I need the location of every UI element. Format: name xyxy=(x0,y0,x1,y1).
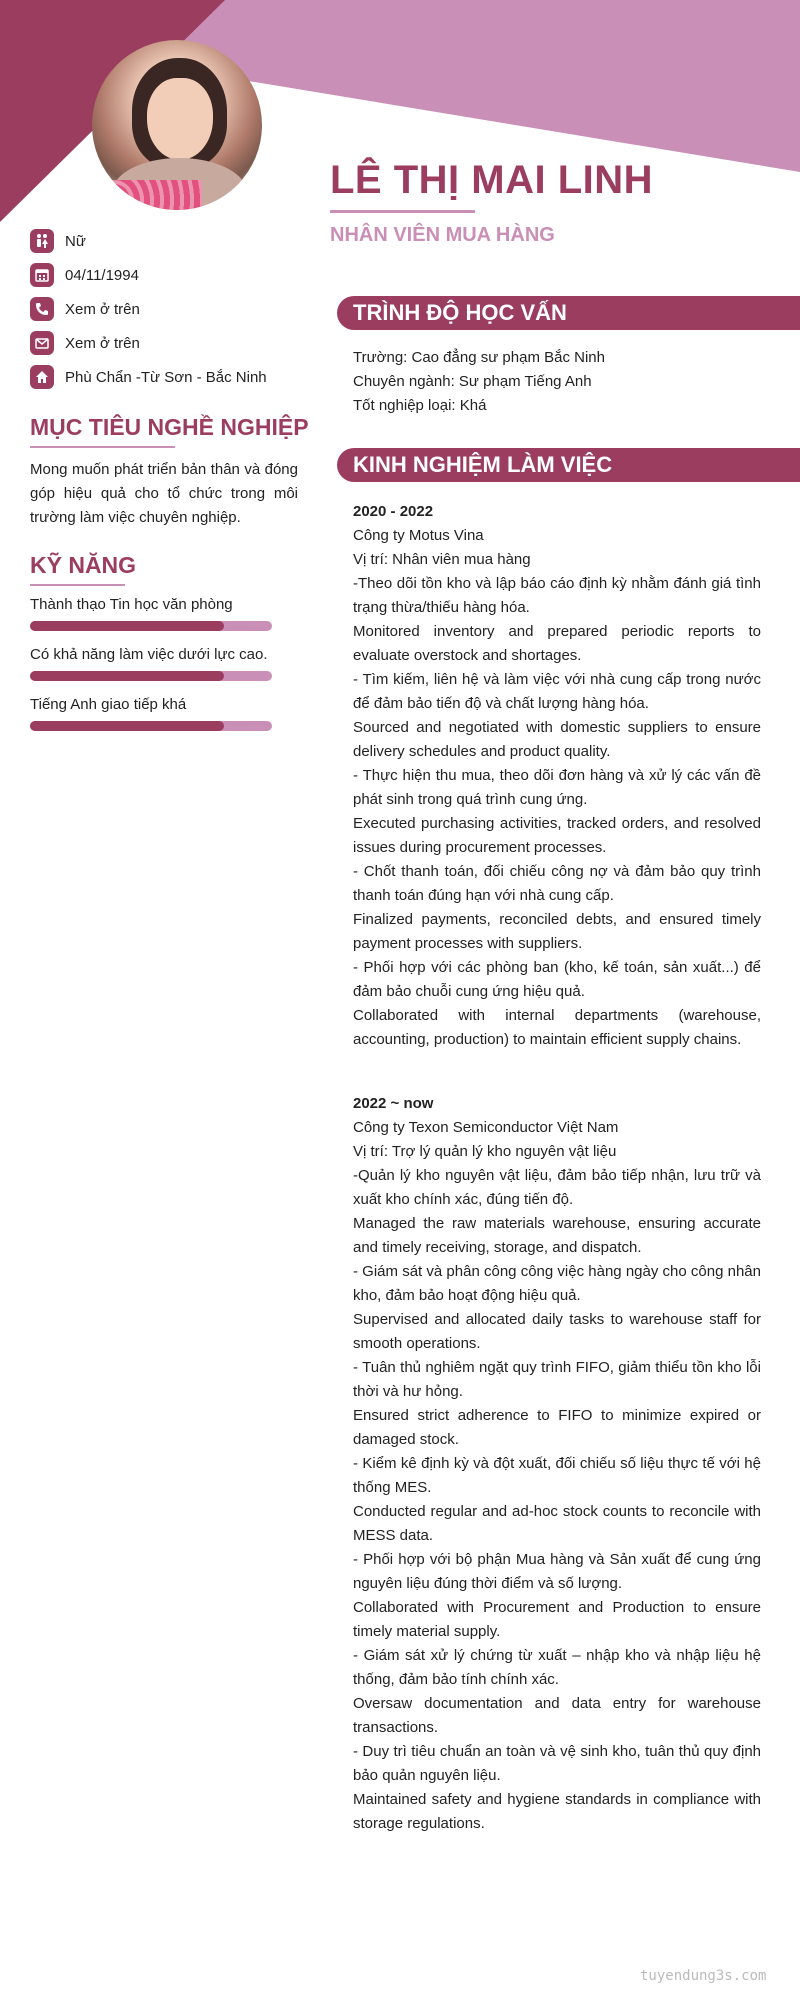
job-description-line: Collaborated with Procurement and Production to ensure timely material supply. xyxy=(353,1599,761,1640)
job-description-line: - Giám sát và phân công công việc hàng ngày cho công nhân kho, đảm bảo hoạt động hiệu quả. xyxy=(353,1263,761,1304)
job-description-line: - Duy trì tiêu chuẩn an toàn và vệ sinh kho, tuân thủ quy định bảo quản nguyên liệu. xyxy=(353,1743,761,1784)
job-description-line: - Kiểm kê định kỳ và đột xuất, đối chiếu số liệu thực tế với hệ thống MES. xyxy=(353,1455,761,1496)
contact-gender-text: Nữ xyxy=(65,232,86,250)
skills-underline xyxy=(30,584,125,586)
education-heading: TRÌNH ĐỘ HỌC VẤN xyxy=(353,300,567,325)
job-title: NHÂN VIÊN MUA HÀNG xyxy=(330,224,555,246)
avatar-flowers xyxy=(92,180,202,210)
contact-email-text: Xem ở trên xyxy=(65,334,140,352)
job-description-line: - Tìm kiếm, liên hệ và làm việc với nhà cung cấp trong nước để đảm bảo tiến độ và chất lượng hàng hóa. xyxy=(353,671,761,712)
experience-section-bar xyxy=(337,448,800,482)
contact-gender xyxy=(30,224,300,258)
contact-address-text: Phù Chẩn -Từ Sơn - Bắc Ninh xyxy=(65,368,267,386)
education-details xyxy=(353,346,763,418)
contact-phone-text: Xem ở trên xyxy=(65,300,140,318)
calendar-icon xyxy=(30,263,54,287)
job-description-line: -Quản lý kho nguyên vật liệu, đảm bảo tiếp nhận, lưu trữ và xuất kho chính xác, đúng tiến độ. xyxy=(353,1167,761,1208)
phone-icon xyxy=(30,297,54,321)
skill-bar-fill xyxy=(30,671,224,681)
skill-label: Tiếng Anh giao tiếp khá xyxy=(30,696,187,713)
job-description-line: - Giám sát xử lý chứng từ xuất – nhập kho và nhập liệu hệ thống, đảm bảo tính chính xác. xyxy=(353,1647,761,1688)
job-description-line: Managed the raw materials warehouse, ensuring accurate and timely receiving, storage, and dispatch. xyxy=(353,1215,761,1256)
objective-text: Mong muốn phát triển bản thân và đóng góp hiệu quả cho tổ chức trong môi trường làm việc chuyên nghiệp. xyxy=(30,461,298,526)
skill-bar-track xyxy=(30,721,272,731)
experience-heading: KINH NGHIỆM LÀM VIỆC xyxy=(353,452,613,477)
job-description-line: Executed purchasing activities, tracked orders, and resolved issues during procurement processes. xyxy=(353,815,761,856)
contact-list xyxy=(30,224,300,394)
home-icon xyxy=(30,365,54,389)
skill-bar-track xyxy=(30,671,272,681)
job-company: Công ty Motus Vina xyxy=(353,527,484,544)
objective-underline xyxy=(30,446,175,448)
job-entry xyxy=(353,500,761,1052)
job-description-line: - Tuân thủ nghiêm ngặt quy trình FIFO, giảm thiểu tồn kho lỗi thời và hư hỏng. xyxy=(353,1359,761,1400)
contact-address xyxy=(30,360,300,394)
job-period: 2020 - 2022 xyxy=(353,503,434,520)
job-description-line: - Phối hợp với các phòng ban (kho, kế toán, sản xuất...) để đảm bảo chuỗi cung ứng hiệu quả. xyxy=(353,959,761,1000)
avatar xyxy=(92,40,262,210)
job-description-line: Ensured strict adherence to FIFO to minimize expired or damaged stock. xyxy=(353,1407,761,1448)
skill-bar-fill xyxy=(30,721,224,731)
education-grade: Tốt nghiệp loại: Khá xyxy=(353,397,487,414)
skill-item xyxy=(30,696,272,731)
job-description-line: -Theo dõi tồn kho và lập báo cáo định kỳ nhằm đánh giá tình trạng thừa/thiếu hàng hóa. xyxy=(353,575,761,616)
job-description xyxy=(353,572,761,1052)
job-description-line: Supervised and allocated daily tasks to warehouse staff for smooth operations. xyxy=(353,1311,761,1352)
job-position: Vị trí: Trợ lý quản lý kho nguyên vật liệu xyxy=(353,1143,617,1160)
skill-label: Có khả năng làm việc dưới lực cao. xyxy=(30,646,268,663)
job-description-line: Sourced and negotiated with domestic suppliers to ensure delivery schedules and product quality. xyxy=(353,719,761,760)
job-description-line: Finalized payments, reconciled debts, and ensured timely payment processes with suppliers. xyxy=(353,911,761,952)
candidate-name: LÊ THỊ MAI LINH xyxy=(330,158,654,202)
skill-bar-fill xyxy=(30,621,224,631)
job-period: 2022 ~ now xyxy=(353,1095,434,1112)
job-entry xyxy=(353,1092,761,1836)
job-description-line: - Thực hiện thu mua, theo dõi đơn hàng và xử lý các vấn đề phát sinh trong quá trình cung ứng. xyxy=(353,767,761,808)
name-underline xyxy=(330,210,475,213)
watermark: tuyendung3s.com xyxy=(640,1968,767,1984)
job-description-line: - Phối hợp với bộ phận Mua hàng và Sản xuất để cung ứng nguyên liệu đúng thời điểm và số lượng. xyxy=(353,1551,761,1592)
education-major: Chuyên ngành: Sư phạm Tiếng Anh xyxy=(353,373,592,390)
email-icon xyxy=(30,331,54,355)
skill-bar-track xyxy=(30,621,272,631)
education-school: Trường: Cao đẳng sư phạm Bắc Ninh xyxy=(353,349,605,366)
contact-email xyxy=(30,326,300,360)
job-description-line: Oversaw documentation and data entry for warehouse transactions. xyxy=(353,1695,761,1736)
job-description-line: Collaborated with internal departments (warehouse, accounting, production) to maintain efficient supply chains. xyxy=(353,1007,761,1048)
gender-icon xyxy=(30,229,54,253)
job-description-line: - Chốt thanh toán, đối chiếu công nợ và đảm bảo quy trình thanh toán đúng hạn với nhà cung cấp. xyxy=(353,863,761,904)
job-description-line: Conducted regular and ad-hoc stock counts to reconcile with MESS data. xyxy=(353,1503,761,1544)
objective-heading: MỤC TIÊU NGHỀ NGHIỆP xyxy=(30,414,309,440)
contact-birthday-text: 04/11/1994 xyxy=(65,266,139,284)
contact-phone xyxy=(30,292,300,326)
job-position: Vị trí: Nhân viên mua hàng xyxy=(353,551,531,568)
job-description-line: Maintained safety and hygiene standards in compliance with storage regulations. xyxy=(353,1791,761,1832)
contact-birthday xyxy=(30,258,300,292)
education-section-bar xyxy=(337,296,800,330)
job-description xyxy=(353,1164,761,1836)
skills-heading: KỸ NĂNG xyxy=(30,552,137,578)
skill-item xyxy=(30,646,272,681)
job-company: Công ty Texon Semiconductor Việt Nam xyxy=(353,1119,619,1136)
avatar-face xyxy=(147,78,213,160)
skill-label: Thành thạo Tin học văn phòng xyxy=(30,596,233,613)
skill-item xyxy=(30,596,272,631)
job-description-line: Monitored inventory and prepared periodic reports to evaluate overstock and shortages. xyxy=(353,623,761,664)
